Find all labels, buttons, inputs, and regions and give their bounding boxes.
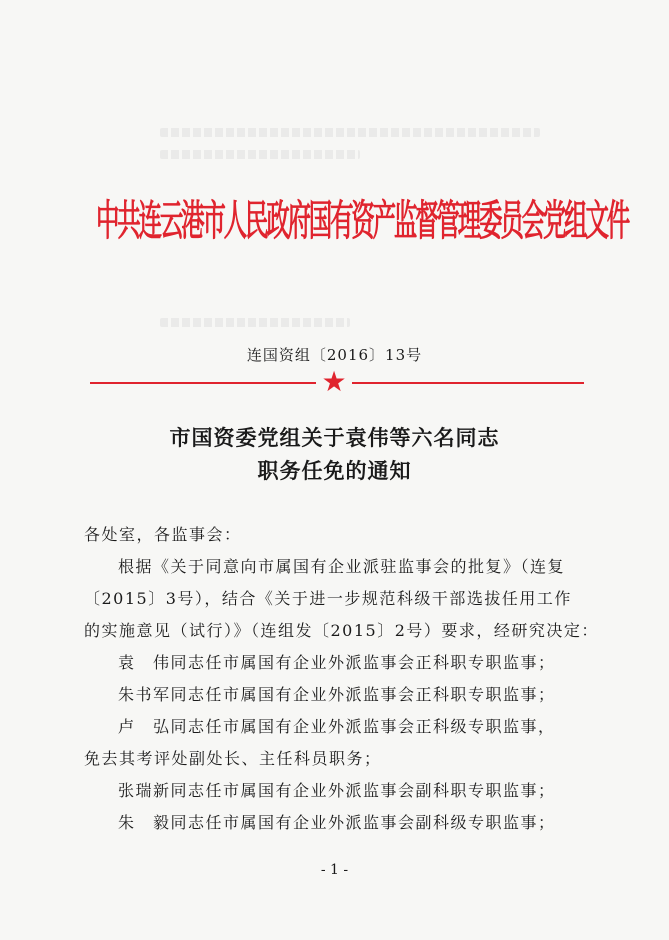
- paragraph-line: 〔2015〕3号），结合《关于进一步规范科级干部选拔任用工作: [84, 589, 572, 608]
- bleed-through-mark: [160, 128, 540, 137]
- bleed-through-mark: [160, 150, 360, 159]
- appointment-line: 朱 毅同志任市属国有企业外派监事会副科级专职监事；: [118, 813, 556, 832]
- page-number: - 1 -: [320, 862, 349, 878]
- red-divider-right: [352, 382, 584, 384]
- paragraph-line: 的实施意见（试行）》（连组发〔2015〕2号）要求，经研究决定：: [84, 621, 599, 640]
- appointment-line: 袁 伟同志任市属国有企业外派监事会正科职专职监事；: [118, 653, 556, 672]
- red-divider-left: [90, 382, 316, 384]
- document-title-line-2: 职务任免的通知: [257, 459, 412, 483]
- appointment-line: 卢 弘同志任市属国有企业外派监事会正科级专职监事，: [118, 717, 556, 736]
- bleed-through-mark: [160, 318, 350, 327]
- paragraph-line: 根据《关于同意向市属国有企业派驻监事会的批复》（连复: [118, 557, 566, 576]
- document-title-line-1: 市国资委党组关于袁伟等六名同志: [169, 426, 500, 450]
- addressee: 各处室，各监事会：: [84, 525, 242, 544]
- issuer-header: 中共连云港市人民政府国有资产监督管理委员会党组文件: [96, 196, 629, 245]
- star-icon: ★: [321, 365, 347, 398]
- appointment-line: 朱书军同志任市属国有企业外派监事会正科职专职监事；: [118, 685, 556, 704]
- appointment-line: 免去其考评处副处长、主任科员职务；: [84, 749, 382, 768]
- document-number: 连国资组〔2016〕13号: [246, 346, 423, 364]
- appointment-line: 张瑞新同志任市属国有企业外派监事会副科职专职监事；: [118, 781, 556, 800]
